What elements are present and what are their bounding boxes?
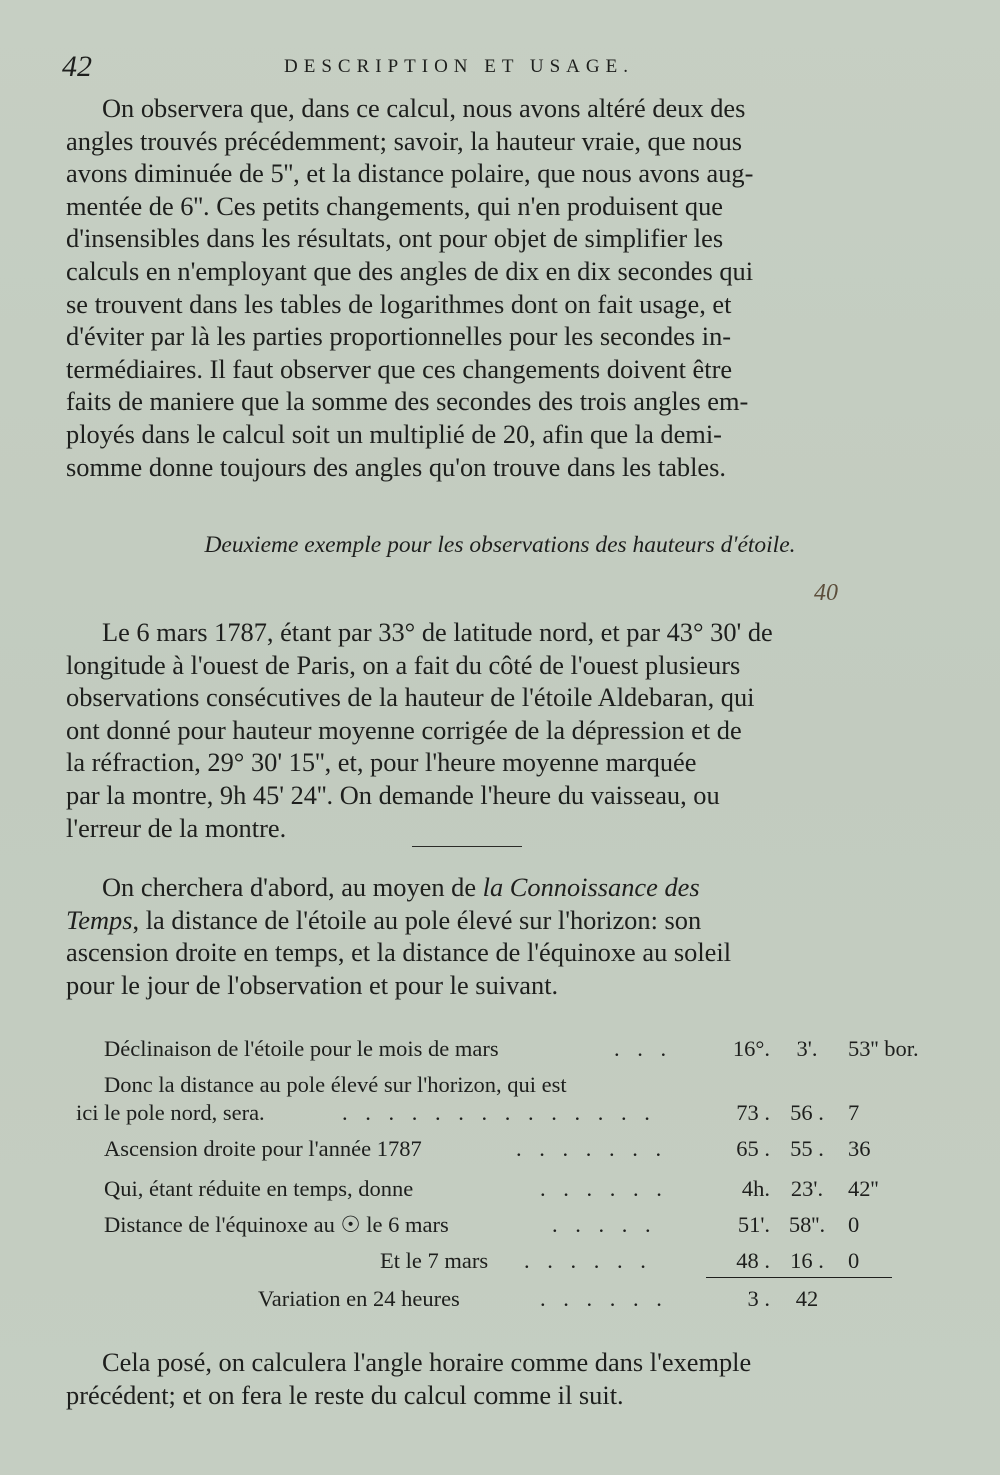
row-label: Déclinaison de l'étoile pour le mois de mars <box>104 1036 499 1061</box>
text-line: se trouvent dans les tables de logarithmes dont on fait usage, et <box>66 288 732 319</box>
text-line: calculs en n'employant que des angles de dix en dix secondes qui <box>66 255 754 286</box>
text-span: On cherchera d'abord, au moyen de <box>102 872 483 902</box>
value-degrees: 65 . <box>736 1136 770 1161</box>
leader-dots: . . . . . . <box>540 1286 668 1311</box>
running-head: DESCRIPTION ET USAGE. <box>284 56 634 77</box>
paragraph-connoissance-des-temps <box>66 871 928 1001</box>
table-row <box>0 1136 1000 1170</box>
text-line: par la montre, 9h 45' 24''. On demande l'heure du vaisseau, ou <box>66 779 720 810</box>
text-line: angles trouvés précédemment; savoir, la hauteur vraie, que nous <box>66 125 743 156</box>
leader-dots: . . . . . . <box>524 1248 652 1273</box>
value-minutes: 48 . <box>736 1248 770 1273</box>
row-label: Et le 7 mars <box>380 1248 489 1273</box>
section-title: Deuxieme exemple pour les observations des hauteurs d'étoile. <box>204 532 796 558</box>
text-line: précédent; et on fera le reste du calcul comme il suit. <box>66 1379 624 1410</box>
paragraph-conclusion <box>66 1346 928 1411</box>
value-seconds: 58''. <box>788 1212 826 1237</box>
text-line: mentée de 6''. Ces petits changements, qui n'en produisent que <box>66 190 724 221</box>
text-line: pour le jour de l'observation et pour le suivant. <box>66 969 559 1000</box>
value-minutes: 3'. <box>796 1036 818 1061</box>
text-line: termédiaires. Il faut observer que ces changements doivent être <box>66 353 733 384</box>
leader-dots: . . . . . . . <box>516 1136 668 1161</box>
value-minutes: 56 . <box>790 1100 824 1125</box>
value-degrees: 16°. <box>732 1036 770 1061</box>
text-line <box>66 871 928 904</box>
value-hours: 4h. <box>741 1176 770 1201</box>
value-seconds: 53'' bor. <box>848 1036 919 1061</box>
text-line: somme donne toujours des angles qu'on trouve dans les tables. <box>66 451 727 482</box>
value-minutes: 3 . <box>747 1286 770 1311</box>
italic-title: la Connoissance des <box>482 872 700 902</box>
row-label: Ascension droite pour l'année 1787 <box>104 1136 422 1161</box>
table-row <box>0 1176 1000 1210</box>
value-minutes: 51'. <box>737 1212 770 1237</box>
value-minutes: 55 . <box>790 1136 824 1161</box>
text-line: ascension droite en temps, et la distance de l'équinoxe au soleil <box>66 937 732 968</box>
text-span: , la distance de l'étoile au pole élevé sur l'horizon: son <box>132 904 702 935</box>
page-header <box>62 50 942 90</box>
value-minutes: 23'. <box>790 1176 824 1201</box>
value-thirds: 0 <box>848 1248 860 1273</box>
table-row <box>0 1212 1000 1246</box>
leader-dots: . . . <box>614 1036 673 1061</box>
text-line: longitude à l'ouest de Paris, on a fait du côté de l'ouest plusieurs <box>66 649 741 680</box>
value-seconds: 7 <box>848 1100 860 1125</box>
leader-dots: . . . . . . . . . . . . . . <box>342 1100 656 1125</box>
text-line: avons diminuée de 5'', et la distance polaire, que nous avons aug- <box>66 158 754 189</box>
leader-dots: . . . . . <box>552 1212 657 1237</box>
text-line: l'erreur de la montre. <box>66 812 287 843</box>
short-rule <box>412 846 522 847</box>
text-line: observations consécutives de la hauteur de l'étoile Aldebaran, qui <box>66 682 755 713</box>
value-degrees: 73 . <box>736 1100 770 1125</box>
text-line: d'insensibles dans les résultats, ont pour objet de simplifier les <box>66 223 724 254</box>
paragraph-altered-angles <box>66 92 928 483</box>
row-label: Qui, étant réduite en temps, donne <box>104 1176 414 1201</box>
table-row <box>0 1100 1000 1134</box>
sum-rule <box>706 1277 892 1278</box>
leader-dots: . . . . . . <box>540 1176 668 1201</box>
value-seconds: 16 . <box>790 1248 824 1273</box>
text-line: Cela posé, on calculera l'angle horaire comme dans l'exemple <box>102 1347 752 1377</box>
text-line: la réfraction, 29° 30' 15'', et, pour l'heure moyenne marquée <box>66 747 697 778</box>
table-row <box>0 1036 1000 1070</box>
text-line: faits de maniere que la somme des secondes des trois angles em- <box>66 386 749 417</box>
text-line: d'éviter par là les parties proportionnelles pour les secondes in- <box>66 321 732 352</box>
table-row-total <box>0 1286 1000 1320</box>
text-line: ployés dans le calcul soit un multiplié de 20, afin que la demi- <box>66 418 722 449</box>
paragraph-example-statement <box>66 616 928 844</box>
text-line: On observera que, dans ce calcul, nous avons altéré deux des <box>102 93 746 123</box>
row-label: Distance de l'équinoxe au ☉ le 6 mars <box>104 1212 449 1237</box>
row-label: Donc la distance au pole élevé sur l'horizon, qui est <box>104 1072 567 1097</box>
text-line: ont donné pour hauteur moyenne corrigée de la dépression et de <box>66 714 742 745</box>
italic-title: Temps <box>66 904 133 935</box>
text-line <box>66 904 928 937</box>
page-number: 42 <box>62 50 92 83</box>
row-label: Variation en 24 heures <box>258 1286 460 1311</box>
value-seconds: 42 <box>795 1286 819 1311</box>
value-seconds: 42'' <box>848 1176 879 1201</box>
text-line: Le 6 mars 1787, étant par 33° de latitude nord, et par 43° 30' de <box>102 617 773 647</box>
row-label: ici le pole nord, sera. <box>76 1100 265 1125</box>
value-seconds: 36 <box>848 1136 871 1161</box>
handwritten-margin-note: 40 <box>814 580 838 606</box>
value-thirds: 0 <box>848 1212 860 1237</box>
